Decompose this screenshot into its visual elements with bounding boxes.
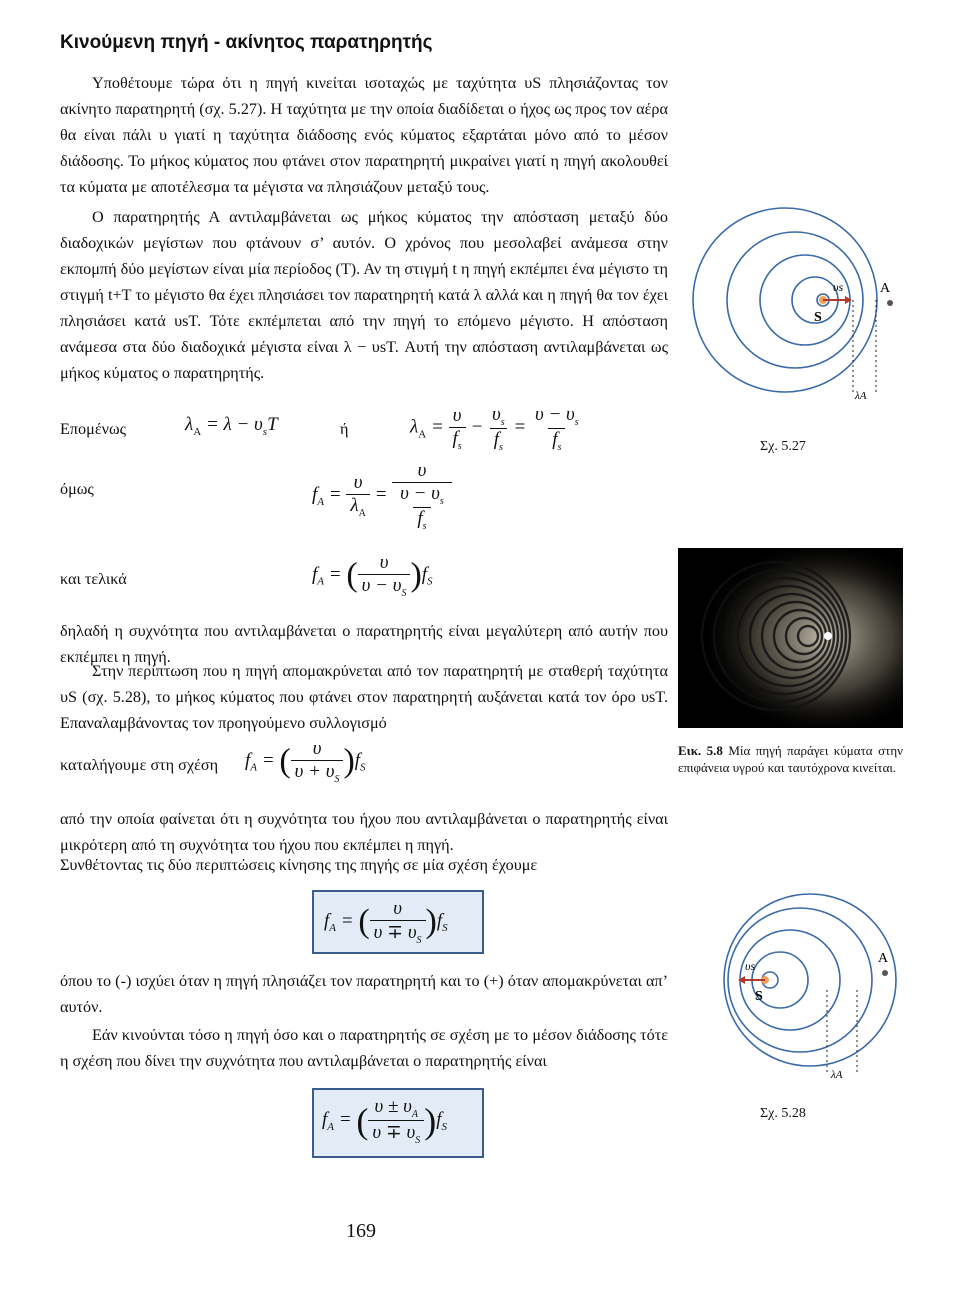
caption-photo-text: Μία πηγή παράγει κύματα στην επιφάνεια υγρού και ταυτόχρονα κινείται. bbox=[678, 743, 904, 775]
figure-5-27 bbox=[685, 195, 910, 415]
observer-label: A bbox=[880, 281, 891, 296]
paragraph-4: Στην περίπτωση που η πηγή απομακρύνεται από τον παρατηρητή με σταθερή ταχύτητα υS (σχ. 5.28), το μήκος κύματος που φτάνει στον παρατηρητή αυξάνεται κατά τον όρο υsT. Επαναλαμβάνοντας τον προηγούμενο συλλογισμό bbox=[60, 662, 668, 732]
label-or: ή bbox=[340, 420, 349, 438]
boxed-equation-1 bbox=[312, 890, 484, 954]
source-label: S bbox=[755, 989, 763, 1004]
paragraph-1: Υποθέτουμε τώρα ότι η πηγή κινείται ισοταχώς με ταχύτητα υS πλησιάζοντας τον ακίνητο παρατηρητή (σχ. 5.27). Η ταχύτητα με την οποία διαδίδεται ο ήχος ως προς τον αέρα θα είναι πάλι υ γιατί η ταχύτητα διάδοσης ενός κύματος εξαρτάται μόνο από το μέσον διάδοσης. Το μήκος κύματος που φτάνει στον παρατηρητή μικραίνει γιατί η πηγή ακολουθεί τα κύματα με αποτέλεσμα τα μέγιστα να πλησιάζουν μεταξύ τους. bbox=[60, 74, 668, 196]
equation-7: $f_A$ = ( $\frac{\upsilon \pm \upsilon_A}{\upsilon \mp \upsilon_S}$ )$f_S$ bbox=[322, 1096, 447, 1146]
paragraph-7: όπου το (-) ισχύει όταν η πηγή πλησιάζει τον παρατηρητή και το (+) όταν απομακρύνεται απ’ αυτόν. bbox=[60, 972, 668, 1016]
label-epomenos: Επομένως bbox=[60, 420, 127, 438]
observer-label: A bbox=[878, 951, 889, 966]
photo-5-8 bbox=[678, 548, 903, 728]
label-katalig: καταλήγουμε στη σχέση bbox=[60, 756, 219, 774]
equation-1: $\lambda_A = \lambda - \upsilon_sT$ bbox=[185, 414, 278, 438]
source-light bbox=[824, 632, 832, 640]
velocity-label: υs bbox=[745, 959, 756, 973]
observer-dot bbox=[882, 970, 888, 976]
boxed-equation-2 bbox=[312, 1088, 484, 1158]
equation-5: $f_A$ = ( $\frac{\upsilon}{\upsilon + \upsilon_S}$ )$f_S$ bbox=[245, 738, 366, 785]
figure-5-28 bbox=[685, 890, 910, 1090]
equation-6: $f_A$ = ( $\frac{\upsilon}{\upsilon \mp \upsilon_S}$ )$f_S$ bbox=[324, 898, 448, 946]
observer-dot bbox=[887, 300, 893, 306]
paragraph-3: δηλαδή η συχνότητα που αντιλαμβάνεται ο παρατηρητής είναι μεγαλύτερη από αυτήν που εκπέμπει η πηγή. bbox=[60, 622, 668, 666]
source-label: S bbox=[814, 310, 822, 325]
equation-4: $f_A$ = ( $\frac{\upsilon}{\upsilon - \upsilon_S}$ )$f_S$ bbox=[312, 552, 433, 599]
caption-photo-5-8 bbox=[678, 742, 903, 776]
equation-3: $f_A$ = $\frac{\upsilon}{\lambda_A}$ = $\frac{\upsilon}{\frac{\upsilon - \upsilon_s}{f_s}}$ bbox=[312, 460, 452, 532]
wavelength-label: λA bbox=[855, 390, 867, 402]
wavelength-label: λA bbox=[831, 1069, 843, 1081]
page-number: 169 bbox=[346, 1220, 376, 1242]
velocity-label: υs bbox=[833, 280, 844, 294]
paragraph-5: από την οποία φαίνεται ότι η συχνότητα του ήχου που αντιλαμβάνεται ο παρατηρητής είναι μικρότερη από τη συχνότητα του ήχου που εκπέμπει η πηγή. bbox=[60, 810, 668, 854]
ripple-photo bbox=[678, 548, 903, 728]
section-title: Κινούμενη πηγή - ακίνητος παρατηρητής bbox=[60, 32, 433, 53]
caption-5-27: Σχ. 5.27 bbox=[760, 439, 806, 454]
paragraph-2: Ο παρατηρητής Α αντιλαμβάνεται ως μήκος κύματος την απόσταση μεταξύ δύο διαδοχικών μεγίστων που φτάνουν σ’ αυτόν. Ο χρόνος που μεσολαβεί ανάμεσα στην εκπομπή δύο μεγίστων είναι μία περίοδος (T). Αν τη στιγμή t η πηγή εκπέμπει ένα μέγιστο τη στιγμή t+T το μέγιστο θα έχει πλησιάσει τον παρατηρητή κατά λ αλλά και η πηγή θα τον έχει πλησιάσει κατά υsT. Τότε εκπέμπεται από την πηγή το επόμενο μέγιστο. Η απόσταση ανάμεσα στα δύο διαδοχικά μέγιστα είναι λ − υsT. Αυτή την απόσταση αντιλαμβάνεται ως μήκος κύματος ο παρατηρητής. bbox=[60, 208, 668, 382]
caption-photo-number: Εικ. 5.8 bbox=[678, 743, 723, 758]
label-omos: όμως bbox=[60, 480, 94, 498]
label-kai-telika: και τελικά bbox=[60, 570, 127, 588]
arrow-head bbox=[738, 976, 745, 984]
arrow-head bbox=[845, 296, 852, 304]
paragraph-6: Συνθέτοντας τις δύο περιπτώσεις κίνησης της πηγής σε μία σχέση έχουμε bbox=[60, 856, 538, 874]
equation-2: $\lambda_A$ = $\frac{\upsilon}{f_s}$ − $\frac{\upsilon_s}{f_s}$ = $\frac{\upsilon - \upsilon_s}{f_s}$ bbox=[410, 404, 579, 453]
caption-5-28: Σχ. 5.28 bbox=[760, 1106, 806, 1121]
paragraph-8: Εάν κινούνται τόσο η πηγή όσο και ο παρατηρητής σε σχέση με το μέσον διάδοσης τότε η σχέση που δίνει την συχνότητα που αντιλαμβάνεται ο παρατηρητής είναι bbox=[60, 1026, 668, 1070]
